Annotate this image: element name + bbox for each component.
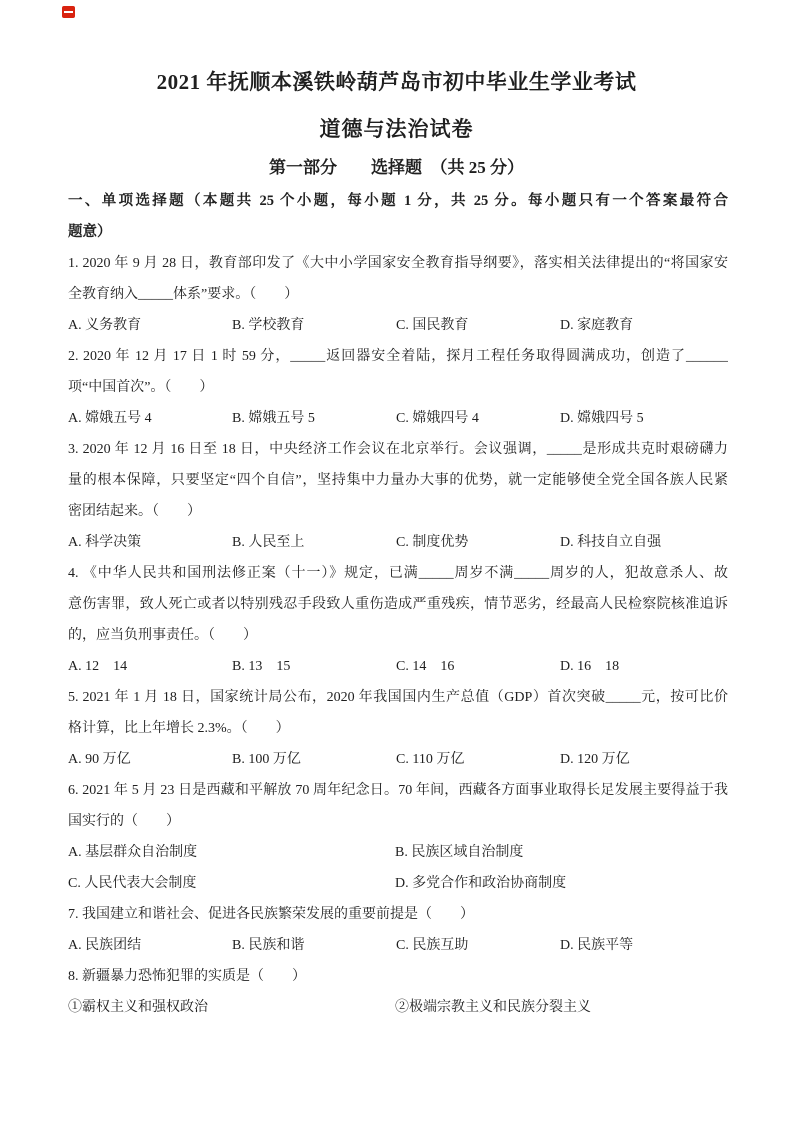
section-heading-line: 题意） [68, 224, 112, 240]
option-cell: D. 多党合作和政治协商制度 [395, 876, 567, 891]
red-logo-mark [62, 6, 75, 18]
option-cell: D. 家庭教育 [560, 318, 634, 333]
option-row [68, 744, 728, 775]
option-cell: A. 民族团结 [68, 938, 142, 953]
option-cell: D. 民族平等 [560, 938, 634, 953]
option-cell: C. 国民教育 [396, 318, 469, 333]
doc-body [68, 186, 728, 1023]
option-cell: C. 14 16 [396, 659, 455, 674]
doc-title: 2021 年抚顺本溪铁岭葫芦岛市初中毕业生学业考试 [156, 70, 637, 94]
option-cell: C. 人民代表大会制度 [68, 876, 197, 891]
option-cell: B. 100 万亿 [232, 752, 301, 767]
option-row [68, 403, 728, 434]
question-text-line: 的，应当负刑事责任。（ ） [68, 628, 257, 643]
option-cell: A. 基层群众自治制度 [68, 845, 198, 860]
part-heading: 第一部分 选择题 （共 25 分） [269, 158, 524, 177]
question-text-line: 7. 我国建立和谐社会、促进各民族繁荣发展的重要前提是（ ） [68, 907, 474, 922]
question-text-line: 4. 《中华人民共和国刑法修正案（十一）》规定，已满_____周岁不满_____周岁的人，犯故意杀人、故 [68, 566, 728, 581]
option-cell: C. 制度优势 [396, 535, 469, 550]
option-cell: A. 90 万亿 [68, 752, 131, 767]
question-text-line: 5. 2021 年 1 月 18 日，国家统计局公布，2020 年我国国内生产总值（GDP）首次突破_____元，按可比价 [68, 690, 728, 705]
option-cell: ②极端宗教主义和民族分裂主义 [395, 1000, 591, 1015]
option-cell: A. 嫦娥五号 4 [68, 411, 152, 426]
option-cell: ①霸权主义和强权政治 [68, 1000, 208, 1015]
doc-subtitle: 道德与法治试卷 [319, 117, 474, 141]
question-text-line: 1. 2020 年 9 月 28 日，教育部印发了《大中小学国家安全教育指导纲要》，落实相关法律提出的“将国家安 [68, 256, 728, 271]
option-cell: B. 嫦娥五号 5 [232, 411, 315, 426]
option-cell: D. 嫦娥四号 5 [560, 411, 644, 426]
option-row [68, 992, 728, 1023]
option-row [68, 930, 728, 961]
option-row [68, 651, 728, 682]
question-text-line: 国实行的（ ） [68, 814, 180, 829]
option-cell: D. 16 18 [560, 659, 620, 674]
question-text-line: 6. 2021 年 5 月 23 日是西藏和平解放 70 周年纪念日。70 年间，西藏各方面事业取得长足发展主要得益于我 [68, 783, 728, 798]
option-cell: B. 人民至上 [232, 535, 305, 550]
option-cell: B. 13 15 [232, 659, 291, 674]
section-heading-line: 一、单项选择题（本题共 25 个小题，每小题 1 分，共 25 分。每小题只有一个答案最符合 [68, 193, 728, 209]
question-text-line: 密团结起来。（ ） [68, 504, 201, 519]
option-cell: C. 110 万亿 [396, 752, 465, 767]
question-text-line: 意伤害罪，致人死亡或者以特别残忍手段致人重伤造成严重残疾，情节恶劣，经最高人民检察院核准追诉 [68, 597, 728, 612]
option-cell: A. 义务教育 [68, 318, 142, 333]
question-text-line: 3. 2020 年 12 月 16 日至 18 日，中央经济工作会议在北京举行。会议强调，_____是形成共克时艰磅礴力 [68, 442, 728, 457]
option-cell: B. 民族区域自治制度 [395, 845, 524, 860]
question-text-line: 格计算，比上年增长 2.3%。（ ） [68, 721, 290, 736]
option-cell: C. 民族互助 [396, 938, 469, 953]
question-text-line: 2. 2020 年 12 月 17 日 1 时 59 分，_____返回器安全着陆，探月工程任务取得圆满成功，创造了______ [68, 349, 728, 364]
option-cell: D. 科技自立自强 [560, 535, 662, 550]
question-text-line: 全教育纳入_____体系”要求。（ ） [68, 287, 299, 302]
option-row [68, 868, 728, 899]
option-cell: C. 嫦娥四号 4 [396, 411, 479, 426]
option-row [68, 837, 728, 868]
option-cell: A. 科学决策 [68, 535, 142, 550]
option-cell: B. 民族和谐 [232, 938, 305, 953]
option-row [68, 527, 728, 558]
option-cell: A. 12 14 [68, 659, 128, 674]
question-text-line: 量的根本保障，只要坚定“四个自信”，坚持集中力量办大事的优势，就一定能够使全党全国各族人民紧 [68, 473, 728, 488]
question-text-line: 8. 新疆暴力恐怖犯罪的实质是（ ） [68, 969, 306, 984]
question-text-line: 项“中国首次”。（ ） [68, 380, 214, 395]
option-cell: D. 120 万亿 [560, 752, 630, 767]
option-row [68, 310, 728, 341]
option-cell: B. 学校教育 [232, 318, 305, 333]
